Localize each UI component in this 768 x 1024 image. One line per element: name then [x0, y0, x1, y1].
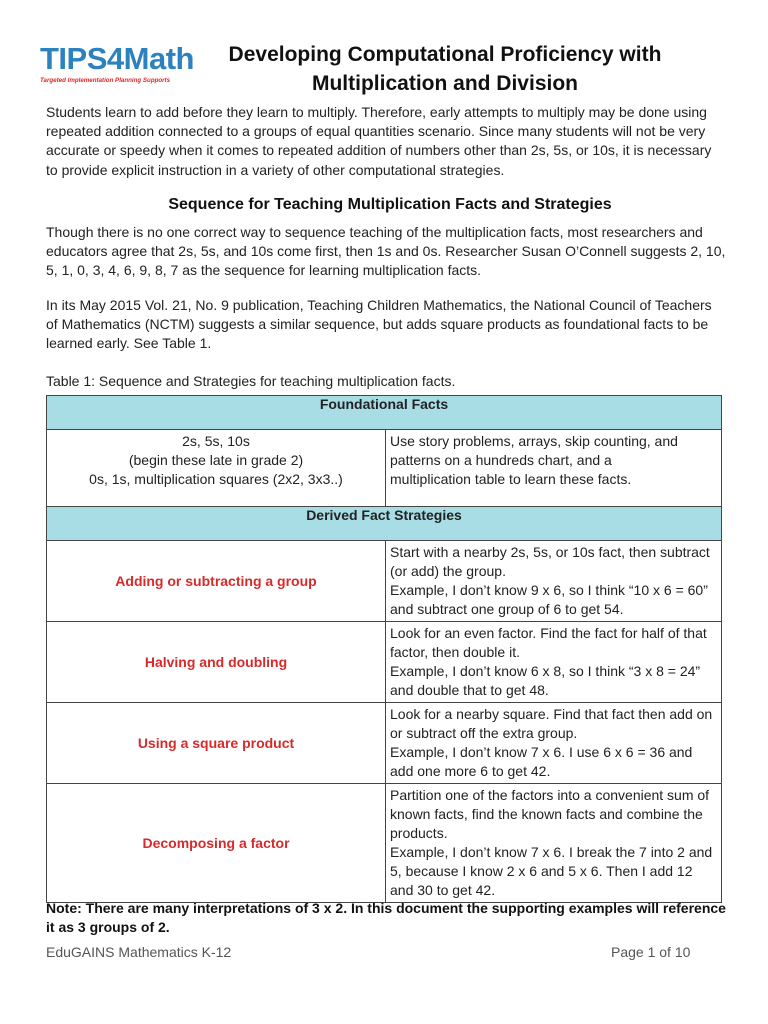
strategy-name: Decomposing a factor	[142, 835, 290, 851]
strategy-row	[47, 784, 722, 903]
footer-source: EduGAINS Mathematics K-12	[46, 944, 232, 960]
strategy-name-cell	[47, 703, 386, 784]
intro-paragraph: Students learn to add before they learn to multiply. Therefore, early attempts to multiply may be done using repeated addition connected to a groups of equal quantities scenario. Since many students will not be very accurate or speedy when it comes to repeated addition of numbers other than 2s, 5s, or 10s, it is necessary to provide explicit instruction in a variety of other computational strategies.	[46, 104, 712, 178]
logo-tagline: Targeted Implementation Planning Supports	[40, 77, 171, 84]
strategy-description-cell	[386, 622, 722, 703]
note-text: Note: There are many interpretations of 3 x 2. In this document the supporting examples will reference it as 3 groups of 2.	[46, 900, 726, 935]
table-caption: Table 1: Sequence and Strategies for teaching multiplication facts.	[46, 373, 456, 389]
foundational-line: (begin these late in grade 2)	[128, 452, 304, 468]
foundational-row	[47, 430, 722, 507]
strategy-example: Example, I don’t know 7 x 6. I use 6 x 6 = 36 and add one more 6 to get 42.	[390, 744, 693, 779]
strategy-description-cell	[386, 703, 722, 784]
foundational-header: Foundational Facts	[319, 396, 449, 412]
foundational-header-row	[47, 396, 722, 430]
foundational-strategy-cell	[386, 430, 722, 507]
strategy-name: Adding or subtracting a group	[115, 573, 317, 589]
tips4math-logo	[40, 41, 194, 98]
strategy-row	[47, 622, 722, 703]
foundational-line: 0s, 1s, multiplication squares (2x2, 3x3..)	[89, 471, 343, 487]
strategy-description: Partition one of the factors into a convenient sum of known facts, find the known facts and combine the products.	[390, 787, 710, 841]
strategy-name-cell	[47, 541, 386, 622]
strategy-description: Start with a nearby 2s, 5s, or 10s fact, then subtract (or add) the group.	[390, 544, 710, 579]
derived-header-row	[47, 507, 722, 541]
logo-wordmark: TIPS4Math	[40, 41, 194, 76]
strategy-name: Halving and doubling	[144, 654, 288, 670]
section-heading: Sequence for Teaching Multiplication Facts and Strategies	[168, 196, 612, 213]
foundational-header-cell	[47, 396, 722, 430]
nctm-paragraph: In its May 2015 Vol. 21, No. 9 publication, Teaching Children Mathematics, the National Council of Teachers of Mathematics (NCTM) suggests a similar sequence, but adds square products as foundational facts to be learned early. See Table 1.	[46, 297, 712, 352]
strategy-description-cell	[386, 541, 722, 622]
strategy-description: Look for a nearby square. Find that fact then add on or subtract off the extra group.	[390, 706, 713, 741]
foundational-facts-cell	[47, 430, 386, 507]
strategy-example: Example, I don’t know 6 x 8, so I think “3 x 8 = 24” and double that to get 48.	[390, 663, 701, 698]
strategy-description: Look for an even factor. Find the fact for half of that factor, then double it.	[390, 625, 707, 660]
foundational-line: 2s, 5s, 10s	[182, 433, 250, 449]
footer-page-number: Page 1 of 10	[611, 944, 691, 960]
strategy-name-cell	[47, 784, 386, 903]
strategy-name: Using a square product	[137, 735, 295, 751]
strategy-name-cell	[47, 622, 386, 703]
strategies-table	[46, 395, 722, 903]
strategy-row	[47, 541, 722, 622]
derived-header: Derived Fact Strategies	[306, 507, 462, 523]
strategy-example: Example, I don’t know 9 x 6, so I think “10 x 6 = 60” and subtract one group of 6 to get 54.	[390, 582, 708, 617]
sequence-paragraph: Though there is no one correct way to sequence teaching of the multiplication facts, most researchers and educators agree that 2s, 5s, and 10s come first, then 1s and 0s. Researcher Susan O’Connell suggests 2, 10, 5, 1, 0, 3, 4, 6, 9, 8, 7 as the sequence for learning multiplication facts.	[46, 224, 726, 279]
strategy-description-cell	[386, 784, 722, 903]
page-title: Developing Computational Proficiency with Multiplication and Division	[228, 43, 662, 95]
strategy-row	[47, 703, 722, 784]
derived-header-cell	[47, 507, 722, 541]
foundational-strategy-text: Use story problems, arrays, skip counting, and patterns on a hundreds chart, and a multiplication table to learn these facts.	[390, 433, 678, 487]
strategy-example: Example, I don’t know 7 x 6. I break the 7 into 2 and 5, because I know 2 x 6 and 5 x 6. Then I add 12 and 30 to get 42.	[390, 844, 713, 898]
